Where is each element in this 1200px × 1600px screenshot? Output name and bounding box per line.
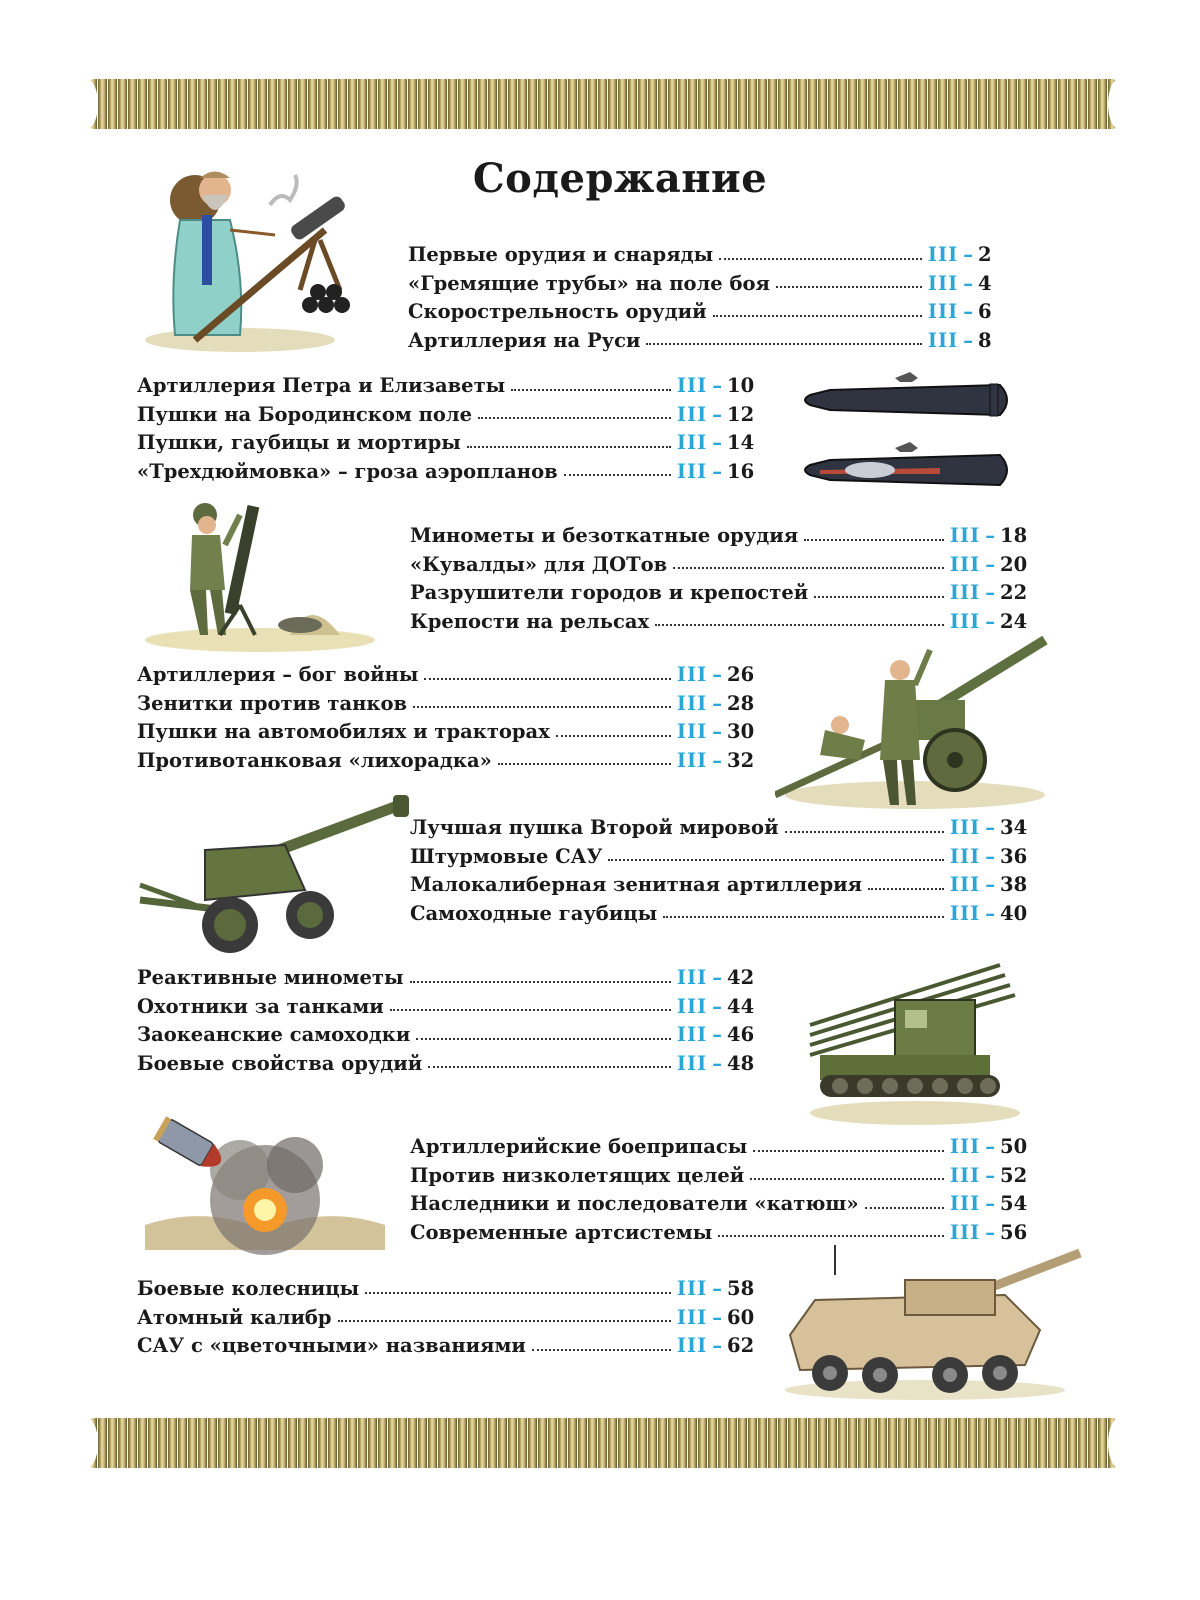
- toc-entry[interactable]: [410, 873, 1030, 902]
- explosion-shell-illustration: [145, 1110, 385, 1260]
- volume-label: III: [676, 1023, 708, 1046]
- volume-label: III: [676, 374, 708, 397]
- toc-entry-title: Современные артсистемы: [410, 1220, 713, 1244]
- dot-leader: [564, 474, 671, 476]
- dot-leader: [804, 539, 944, 541]
- page-number: 54: [1000, 1192, 1028, 1215]
- dash-separator: –: [985, 1220, 995, 1244]
- dot-leader: [390, 1009, 671, 1011]
- toc-entry[interactable]: [410, 524, 1030, 553]
- field-gun-illustration: [135, 790, 415, 960]
- volume-label: III: [949, 816, 981, 839]
- page-number: 8: [978, 328, 992, 352]
- dash-separator: –: [985, 844, 995, 868]
- volume-label: III: [949, 1163, 981, 1187]
- page-number: 46: [727, 1023, 755, 1046]
- toc-entry[interactable]: [137, 663, 757, 692]
- volume-label: III: [949, 609, 981, 633]
- toc-entry-title: Лучшая пушка Второй мировой: [410, 816, 779, 839]
- dot-leader: [608, 859, 943, 861]
- toc-group-2: [137, 374, 757, 488]
- dot-leader: [655, 624, 944, 626]
- dot-leader: [814, 596, 944, 598]
- toc-entry[interactable]: [137, 720, 757, 749]
- toc-entry[interactable]: [137, 1306, 757, 1335]
- page-number: 6: [978, 300, 992, 323]
- dot-leader: [467, 446, 671, 448]
- dot-leader: [410, 981, 671, 983]
- toc-entry-title: Штурмовые САУ: [410, 844, 603, 868]
- page-number: 14: [727, 431, 755, 454]
- toc-entry[interactable]: [137, 1277, 757, 1306]
- dot-leader: [498, 763, 671, 765]
- toc-entry-title: Наследники и последователи «катюш»: [410, 1192, 859, 1215]
- volume-label: III: [676, 720, 708, 743]
- page-number: 36: [1000, 844, 1028, 868]
- volume-label: III: [949, 581, 981, 604]
- page-number: 10: [727, 374, 755, 397]
- volume-label: III: [676, 1305, 708, 1329]
- howitzer-crew-illustration: [775, 630, 1055, 820]
- toc-entry[interactable]: [408, 272, 1008, 301]
- toc-entry[interactable]: [408, 243, 1008, 272]
- toc-entry-title: Пушки на автомобилях и тракторах: [137, 720, 550, 743]
- toc-entry-title: Артиллерия – бог войны: [137, 663, 419, 686]
- dash-separator: –: [985, 1135, 995, 1158]
- volume-label: III: [949, 524, 981, 547]
- dot-leader: [753, 1150, 944, 1152]
- toc-entry-title: Разрушители городов и крепостей: [410, 581, 809, 604]
- dash-separator: –: [712, 994, 722, 1018]
- volume-label: III: [949, 1192, 981, 1215]
- dot-leader: [338, 1320, 671, 1322]
- page-number: 12: [727, 402, 755, 426]
- volume-label: III: [927, 271, 959, 295]
- page-number: 30: [727, 720, 755, 743]
- toc-group-1: [408, 243, 1008, 357]
- toc-entry[interactable]: [410, 610, 1030, 639]
- dash-separator: –: [985, 901, 995, 925]
- dash-separator: –: [985, 609, 995, 633]
- toc-entry-title: Охотники за танками: [137, 994, 384, 1018]
- dash-separator: –: [712, 431, 722, 454]
- page-number: 26: [727, 663, 755, 686]
- dash-separator: –: [712, 459, 722, 483]
- toc-group-4: [137, 663, 757, 777]
- dot-leader: [718, 1235, 944, 1237]
- toc-entry-title: Артиллерия Петра и Елизаветы: [137, 374, 506, 397]
- medieval-gunner-illustration: [140, 160, 390, 360]
- toc-entry-title: САУ с «цветочными» названиями: [137, 1334, 526, 1357]
- toc-entry[interactable]: [137, 1052, 757, 1081]
- dot-leader: [646, 343, 921, 345]
- page-number: 44: [727, 994, 755, 1018]
- dot-leader: [416, 1038, 671, 1040]
- page-number: 24: [1000, 609, 1028, 633]
- toc-entry[interactable]: [408, 329, 1008, 358]
- toc-entry-title: «Гремящие трубы» на поле боя: [408, 271, 770, 295]
- toc-entry[interactable]: [408, 300, 1008, 329]
- volume-label: III: [949, 1135, 981, 1158]
- page-number: 48: [727, 1051, 755, 1075]
- page-number: 52: [1000, 1163, 1028, 1187]
- dot-leader: [776, 286, 922, 288]
- dot-leader: [365, 1292, 671, 1294]
- toc-entry[interactable]: [137, 1023, 757, 1052]
- volume-label: III: [676, 1051, 708, 1075]
- page-number: 20: [1000, 552, 1028, 576]
- toc-entry-title: Против низколетящих целей: [410, 1163, 745, 1187]
- page-number: 4: [978, 271, 992, 295]
- dash-separator: –: [985, 1192, 995, 1215]
- decorative-bottom-border: [88, 1418, 1118, 1468]
- dash-separator: –: [712, 748, 722, 772]
- volume-label: III: [676, 459, 708, 483]
- dot-leader: [713, 315, 922, 317]
- toc-entry-title: Заокеанские самоходки: [137, 1023, 411, 1046]
- toc-entry-title: Пушки, гаубицы и мортиры: [137, 431, 461, 454]
- page-number: 32: [727, 748, 755, 772]
- toc-entry-title: Первые орудия и снаряды: [408, 243, 714, 266]
- modern-spg-illustration: [775, 1245, 1095, 1410]
- toc-group-5: [410, 816, 1030, 930]
- rocket-launcher-illustration: [800, 955, 1030, 1130]
- dash-separator: –: [985, 552, 995, 576]
- toc-entry-title: Атомный калибр: [137, 1305, 332, 1329]
- toc-entry-title: «Трехдюймовка» – гроза аэропланов: [137, 459, 558, 483]
- toc-entry[interactable]: [410, 1135, 1030, 1164]
- volume-label: III: [676, 663, 708, 686]
- dot-leader: [428, 1066, 671, 1068]
- dot-leader: [556, 735, 671, 737]
- toc-entry[interactable]: [137, 1334, 757, 1363]
- volume-label: III: [676, 994, 708, 1018]
- volume-label: III: [676, 1334, 708, 1357]
- page-number: 56: [1000, 1220, 1028, 1244]
- volume-label: III: [676, 691, 708, 715]
- volume-label: III: [676, 402, 708, 426]
- dot-leader: [478, 417, 671, 419]
- toc-entry[interactable]: [410, 553, 1030, 582]
- dash-separator: –: [963, 271, 973, 295]
- toc-entry[interactable]: [410, 845, 1030, 874]
- toc-entry[interactable]: [137, 431, 757, 460]
- dash-separator: –: [985, 581, 995, 604]
- page-number: 34: [1000, 816, 1028, 839]
- toc-group-8: [137, 1277, 757, 1363]
- dash-separator: –: [985, 873, 995, 896]
- dot-leader: [511, 389, 671, 391]
- toc-entry-title: Крепости на рельсах: [410, 609, 650, 633]
- dash-separator: –: [712, 374, 722, 397]
- page-title: Содержание: [472, 155, 768, 202]
- volume-label: III: [676, 748, 708, 772]
- toc-entry[interactable]: [137, 403, 757, 432]
- toc-entry[interactable]: [410, 1192, 1030, 1221]
- page-number: 22: [1000, 581, 1028, 604]
- toc-entry[interactable]: [137, 692, 757, 721]
- toc-entry[interactable]: [410, 581, 1030, 610]
- dash-separator: –: [963, 243, 973, 266]
- toc-entry-title: Пушки на Бородинском поле: [137, 402, 473, 426]
- volume-label: III: [949, 873, 981, 896]
- volume-label: III: [927, 243, 959, 266]
- dot-leader: [673, 567, 944, 569]
- toc-entry-title: Противотанковая «лихорадка»: [137, 748, 492, 772]
- toc-group-7: [410, 1135, 1030, 1249]
- toc-entry[interactable]: [137, 995, 757, 1024]
- dash-separator: –: [712, 1334, 722, 1357]
- page-number: 16: [727, 459, 755, 483]
- volume-label: III: [676, 966, 708, 989]
- page-number: 18: [1000, 524, 1028, 547]
- mortar-soldier-illustration: [140, 495, 380, 655]
- toc-entry-title: Малокалиберная зенитная артиллерия: [410, 873, 863, 896]
- dot-leader: [663, 916, 944, 918]
- volume-label: III: [676, 431, 708, 454]
- toc-entry[interactable]: [410, 1164, 1030, 1193]
- dash-separator: –: [712, 663, 722, 686]
- decorative-top-border: [88, 79, 1118, 129]
- toc-group-6: [137, 966, 757, 1080]
- toc-entry-title: Боевые колесницы: [137, 1277, 360, 1300]
- page-number: 38: [1000, 873, 1028, 896]
- toc-entry[interactable]: [410, 1221, 1030, 1250]
- toc-entry-title: Артиллерийские боеприпасы: [410, 1135, 748, 1158]
- page-number: 40: [1000, 901, 1028, 925]
- toc-entry-title: Реактивные минометы: [137, 966, 404, 989]
- dash-separator: –: [712, 1277, 722, 1300]
- page-number: 60: [727, 1305, 755, 1329]
- volume-label: III: [949, 844, 981, 868]
- toc-entry-title: Зенитки против танков: [137, 691, 408, 715]
- dash-separator: –: [712, 1305, 722, 1329]
- old-cannons-illustration: [800, 360, 1020, 500]
- dash-separator: –: [963, 300, 973, 323]
- toc-entry-title: Самоходные гаубицы: [410, 901, 658, 925]
- dash-separator: –: [712, 402, 722, 426]
- dot-leader: [750, 1178, 944, 1180]
- dash-separator: –: [712, 720, 722, 743]
- dot-leader: [413, 706, 671, 708]
- dash-separator: –: [712, 966, 722, 989]
- toc-entry-title: Скорострельность орудий: [408, 300, 707, 323]
- dash-separator: –: [963, 328, 973, 352]
- dot-leader: [532, 1349, 671, 1351]
- page-number: 50: [1000, 1135, 1028, 1158]
- toc-entry[interactable]: [410, 816, 1030, 845]
- toc-group-3: [410, 524, 1030, 638]
- page-number: 2: [978, 243, 992, 266]
- dot-leader: [865, 1207, 944, 1209]
- volume-label: III: [949, 901, 981, 925]
- page-number: 62: [727, 1334, 755, 1357]
- page-number: 42: [727, 966, 755, 989]
- dash-separator: –: [712, 1051, 722, 1075]
- toc-entry[interactable]: [137, 460, 757, 489]
- dash-separator: –: [712, 1023, 722, 1046]
- volume-label: III: [927, 328, 959, 352]
- dot-leader: [785, 831, 944, 833]
- volume-label: III: [949, 552, 981, 576]
- volume-label: III: [949, 1220, 981, 1244]
- page-number: 58: [727, 1277, 755, 1300]
- dot-leader: [719, 258, 922, 260]
- dash-separator: –: [712, 691, 722, 715]
- toc-entry[interactable]: [410, 902, 1030, 931]
- dot-leader: [868, 888, 944, 890]
- volume-label: III: [927, 300, 959, 323]
- toc-entry[interactable]: [137, 966, 757, 995]
- dash-separator: –: [985, 1163, 995, 1187]
- volume-label: III: [676, 1277, 708, 1300]
- toc-entry-title: «Кувалды» для ДОТов: [410, 552, 668, 576]
- toc-entry-title: Боевые свойства орудий: [137, 1051, 423, 1075]
- dash-separator: –: [985, 524, 995, 547]
- toc-entry-title: Минометы и безоткатные орудия: [410, 524, 799, 547]
- toc-entry[interactable]: [137, 749, 757, 778]
- dot-leader: [424, 678, 670, 680]
- dash-separator: –: [985, 816, 995, 839]
- toc-entry[interactable]: [137, 374, 757, 403]
- page-number: 28: [727, 691, 755, 715]
- toc-entry-title: Артиллерия на Руси: [408, 328, 641, 352]
